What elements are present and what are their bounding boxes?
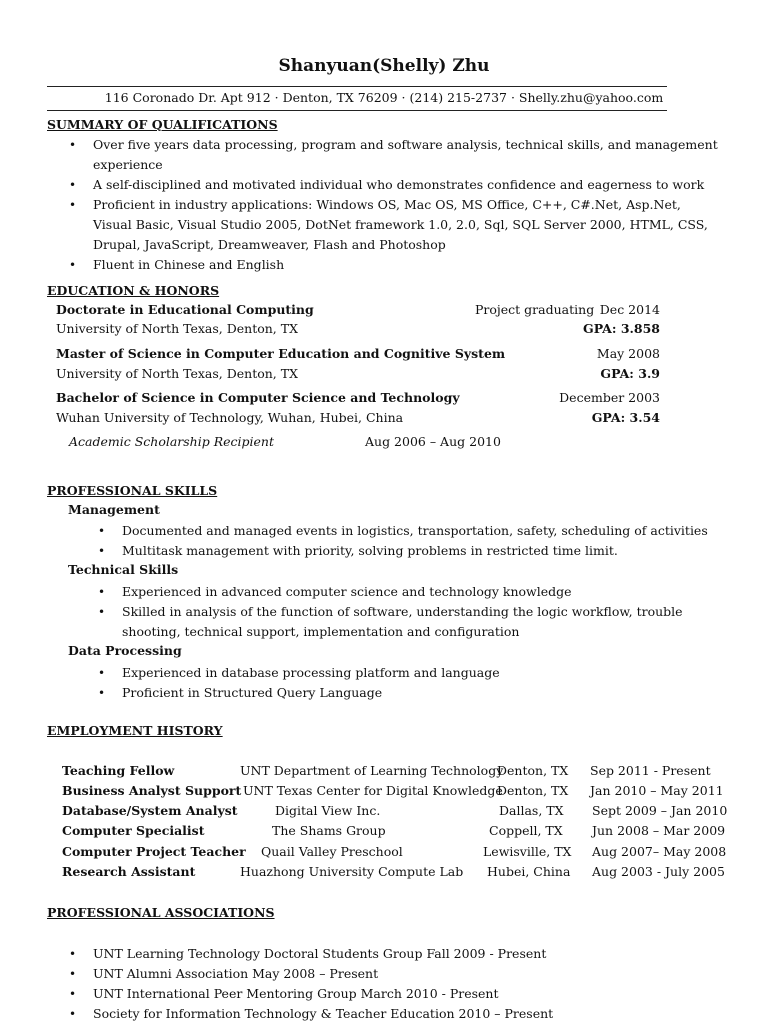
associations-title: PROFESSIONAL ASSOCIATIONS (47, 905, 275, 920)
school-name: University of North Texas, Denton, TX (56, 366, 298, 381)
employment-role: Teaching Fellow (62, 763, 175, 778)
employment-org: Quail Valley Preschool (261, 844, 403, 859)
skill-group-data-processing: Data Processing (68, 643, 182, 658)
header-rule-bottom (47, 110, 667, 111)
employment-org: Digital View Inc. (275, 803, 381, 818)
employment-org: UNT Texas Center for Digital Knowledge (243, 783, 503, 798)
employment-place: Denton, TX (497, 763, 569, 778)
skill-item: • Documented and managed events in logistics, transportation, safety, scheduling of activities (122, 521, 722, 541)
association-item: • UNT International Peer Mentoring Group March 2010 - Present (93, 984, 713, 1004)
employment-dates: Aug 2007– May 2008 (592, 844, 727, 859)
employment-role: Database/System Analyst (62, 803, 238, 818)
association-item: • UNT Alumni Association May 2008 – Present (93, 964, 713, 984)
skill-item: • Multitask management with priority, solving problems in restricted time limit. (122, 541, 722, 561)
degree-doctorate: Doctorate in Educational Computing (56, 302, 314, 317)
employment-dates: Sep 2011 - Present (590, 763, 711, 778)
employment-org: Huazhong University Compute Lab (240, 864, 464, 879)
employment-dates: Jan 2010 – May 2011 (590, 783, 724, 798)
honor-label: Academic Scholarship Recipient (69, 434, 274, 449)
skill-group-technical: Technical Skills (68, 562, 179, 577)
degree-status: Project graduating (475, 302, 595, 317)
skill-item: • Skilled in analysis of the function of software, understanding the logic workflow, trouble shooting, technical support, implementation and configuration (122, 602, 722, 642)
summary-item: • Over five years data processing, program and software analysis, technical skills, and management experience (93, 135, 723, 175)
employment-title: EMPLOYMENT HISTORY (47, 723, 223, 738)
summary-list (93, 135, 723, 275)
contact-line: 116 Coronado Dr. Apt 912 · Denton, TX 76209 · (214) 215-2737 · Shelly.zhu@yahoo.com (104, 90, 664, 105)
technical-list (122, 582, 722, 642)
employment-role: Business Analyst Support (62, 783, 242, 798)
school-name: University of North Texas, Denton, TX (56, 321, 298, 336)
degree-date: Dec 2014 (599, 302, 660, 317)
degree-master: Master of Science in Computer Education and Cognitive System (56, 346, 506, 361)
skills-title: PROFESSIONAL SKILLS (47, 483, 218, 498)
degree-bachelor: Bachelor of Science in Computer Science and Technology (56, 390, 460, 405)
data-processing-list (122, 663, 722, 703)
employment-role: Computer Specialist (62, 823, 205, 838)
header-rule-top (47, 86, 667, 87)
summary-title: SUMMARY OF QUALIFICATIONS (47, 117, 278, 132)
summary-item: • Proficient in industry applications: Windows OS, Mac OS, MS Office, C++, C#.Net, Asp.Net, Visual Basic, Visual Studio 2005, DotNet framework 1.0, 2.0, Sql, SQL Server 2000, HTML, CSS, Drupal, JavaScript, Dreamweaver, Flash and Photoshop (93, 195, 723, 255)
employment-role: Computer Project Teacher (62, 844, 246, 859)
skill-item: • Proficient in Structured Query Language (122, 683, 722, 703)
employment-role: Research Assistant (62, 864, 196, 879)
association-item: • Society for Information Technology & Teacher Education 2010 – Present (93, 1004, 713, 1024)
summary-item: • Fluent in Chinese and English (93, 255, 723, 275)
skill-item: • Experienced in advanced computer science and technology knowledge (122, 582, 722, 602)
employment-org: The Shams Group (272, 823, 386, 838)
employment-dates: Aug 2003 - July 2005 (592, 864, 725, 879)
employment-dates: Sept 2009 – Jan 2010 (592, 803, 728, 818)
summary-item: • A self-disciplined and motivated individual who demonstrates confidence and eagerness to work (93, 175, 723, 195)
employment-place: Coppell, TX (489, 823, 563, 838)
degree-date: December 2003 (559, 390, 660, 405)
gpa-value: GPA: 3.54 (591, 410, 660, 425)
employment-place: Denton, TX (497, 783, 569, 798)
employment-org: UNT Department of Learning Technology (240, 763, 504, 778)
gpa-value: GPA: 3.9 (600, 366, 660, 381)
school-name: Wuhan University of Technology, Wuhan, Hubei, China (56, 410, 404, 425)
skill-item: • Experienced in database processing platform and language (122, 663, 722, 683)
degree-date: May 2008 (596, 346, 660, 361)
employment-place: Lewisville, TX (483, 844, 572, 859)
employment-dates: Jun 2008 – Mar 2009 (592, 823, 726, 838)
skill-group-management: Management (68, 502, 160, 517)
association-item: • UNT Learning Technology Doctoral Students Group Fall 2009 - Present (93, 944, 713, 964)
employment-place: Dallas, TX (499, 803, 564, 818)
candidate-name: Shanyuan(Shelly) Zhu (278, 56, 490, 76)
gpa-value: GPA: 3.858 (583, 321, 660, 336)
associations-list (93, 944, 713, 1024)
management-list (122, 521, 722, 561)
honor-dates: Aug 2006 – Aug 2010 (365, 434, 501, 449)
employment-place: Hubei, China (487, 864, 571, 879)
education-title: EDUCATION & HONORS (47, 283, 220, 298)
